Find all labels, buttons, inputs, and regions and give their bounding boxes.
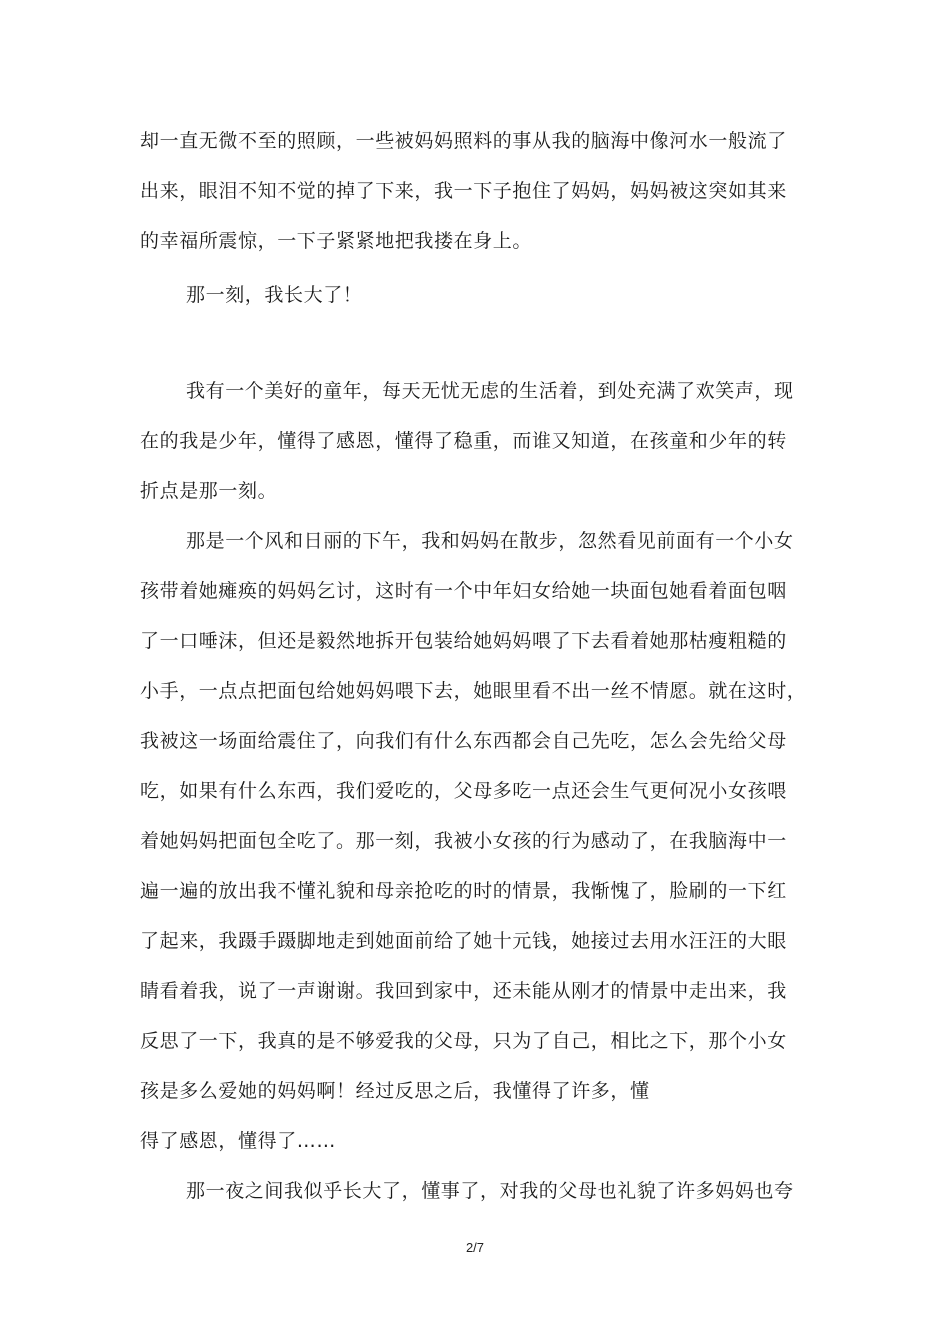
text-line: 那一夜之间我似乎长大了，懂事了，对我的父母也礼貌了许多妈妈也夸 bbox=[186, 1180, 794, 1202]
text-line: 孩是多么爱她的妈妈啊！经过反思之后，我懂得了许多，懂 bbox=[140, 1080, 650, 1102]
text-line: 了一口唾沫，但还是毅然地拆开包装给她妈妈喂了下去看着她那枯瘦粗糙的 bbox=[140, 630, 787, 652]
text-line: 出来，眼泪不知不觉的掉了下来，我一下子抱住了妈妈，妈妈被这突如其来 bbox=[140, 180, 787, 202]
text-line: 遍一遍的放出我不懂礼貌和母亲抢吃的时的情景，我惭愧了，脸刷的一下红 bbox=[140, 880, 787, 902]
text-line: 那是一个风和日丽的下午，我和妈妈在散步，忽然看见前面有一个小女 bbox=[186, 530, 794, 552]
text-line: 反思了一下，我真的是不够爱我的父母，只为了自己，相比之下，那个小女 bbox=[140, 1030, 787, 1052]
text-line: 的幸福所震惊，一下子紧紧地把我搂在身上。 bbox=[140, 230, 533, 252]
text-line: 吃，如果有什么东西，我们爱吃的，父母多吃一点还会生气更何况小女孩喂 bbox=[140, 780, 787, 802]
text-line: 折点是那一刻。 bbox=[140, 480, 278, 502]
text-line: 得了感恩，懂得了…… bbox=[140, 1130, 337, 1152]
text-line: 我有一个美好的童年，每天无忧无虑的生活着，到处充满了欢笑声，现 bbox=[186, 380, 794, 402]
text-line: 却一直无微不至的照顾，一些被妈妈照料的事从我的脑海中像河水一般流了 bbox=[140, 130, 787, 152]
text-line: 着她妈妈把面包全吃了。那一刻，我被小女孩的行为感动了，在我脑海中一 bbox=[140, 830, 787, 852]
text-line: 那一刻，我长大了！ bbox=[186, 284, 363, 306]
text-line: 在的我是少年，懂得了感恩，懂得了稳重，而谁又知道，在孩童和少年的转 bbox=[140, 430, 787, 452]
text-line: 小手，一点点把面包给她妈妈喂下去，她眼里看不出一丝不情愿。就在这时， bbox=[140, 680, 807, 702]
text-line: 睛看着我，说了一声谢谢。我回到家中，还未能从刚才的情景中走出来，我 bbox=[140, 980, 787, 1002]
text-line: 了起来，我蹑手蹑脚地走到她面前给了她十元钱，她接过去用水汪汪的大眼 bbox=[140, 930, 787, 952]
page-number: 2/7 bbox=[465, 1240, 485, 1255]
text-line: 我被这一场面给震住了，向我们有什么东西都会自己先吃，怎么会先给父母 bbox=[140, 730, 787, 752]
text-line: 孩带着她瘫痪的妈妈乞讨，这时有一个中年妇女给她一块面包她看着面包咽 bbox=[140, 580, 787, 602]
